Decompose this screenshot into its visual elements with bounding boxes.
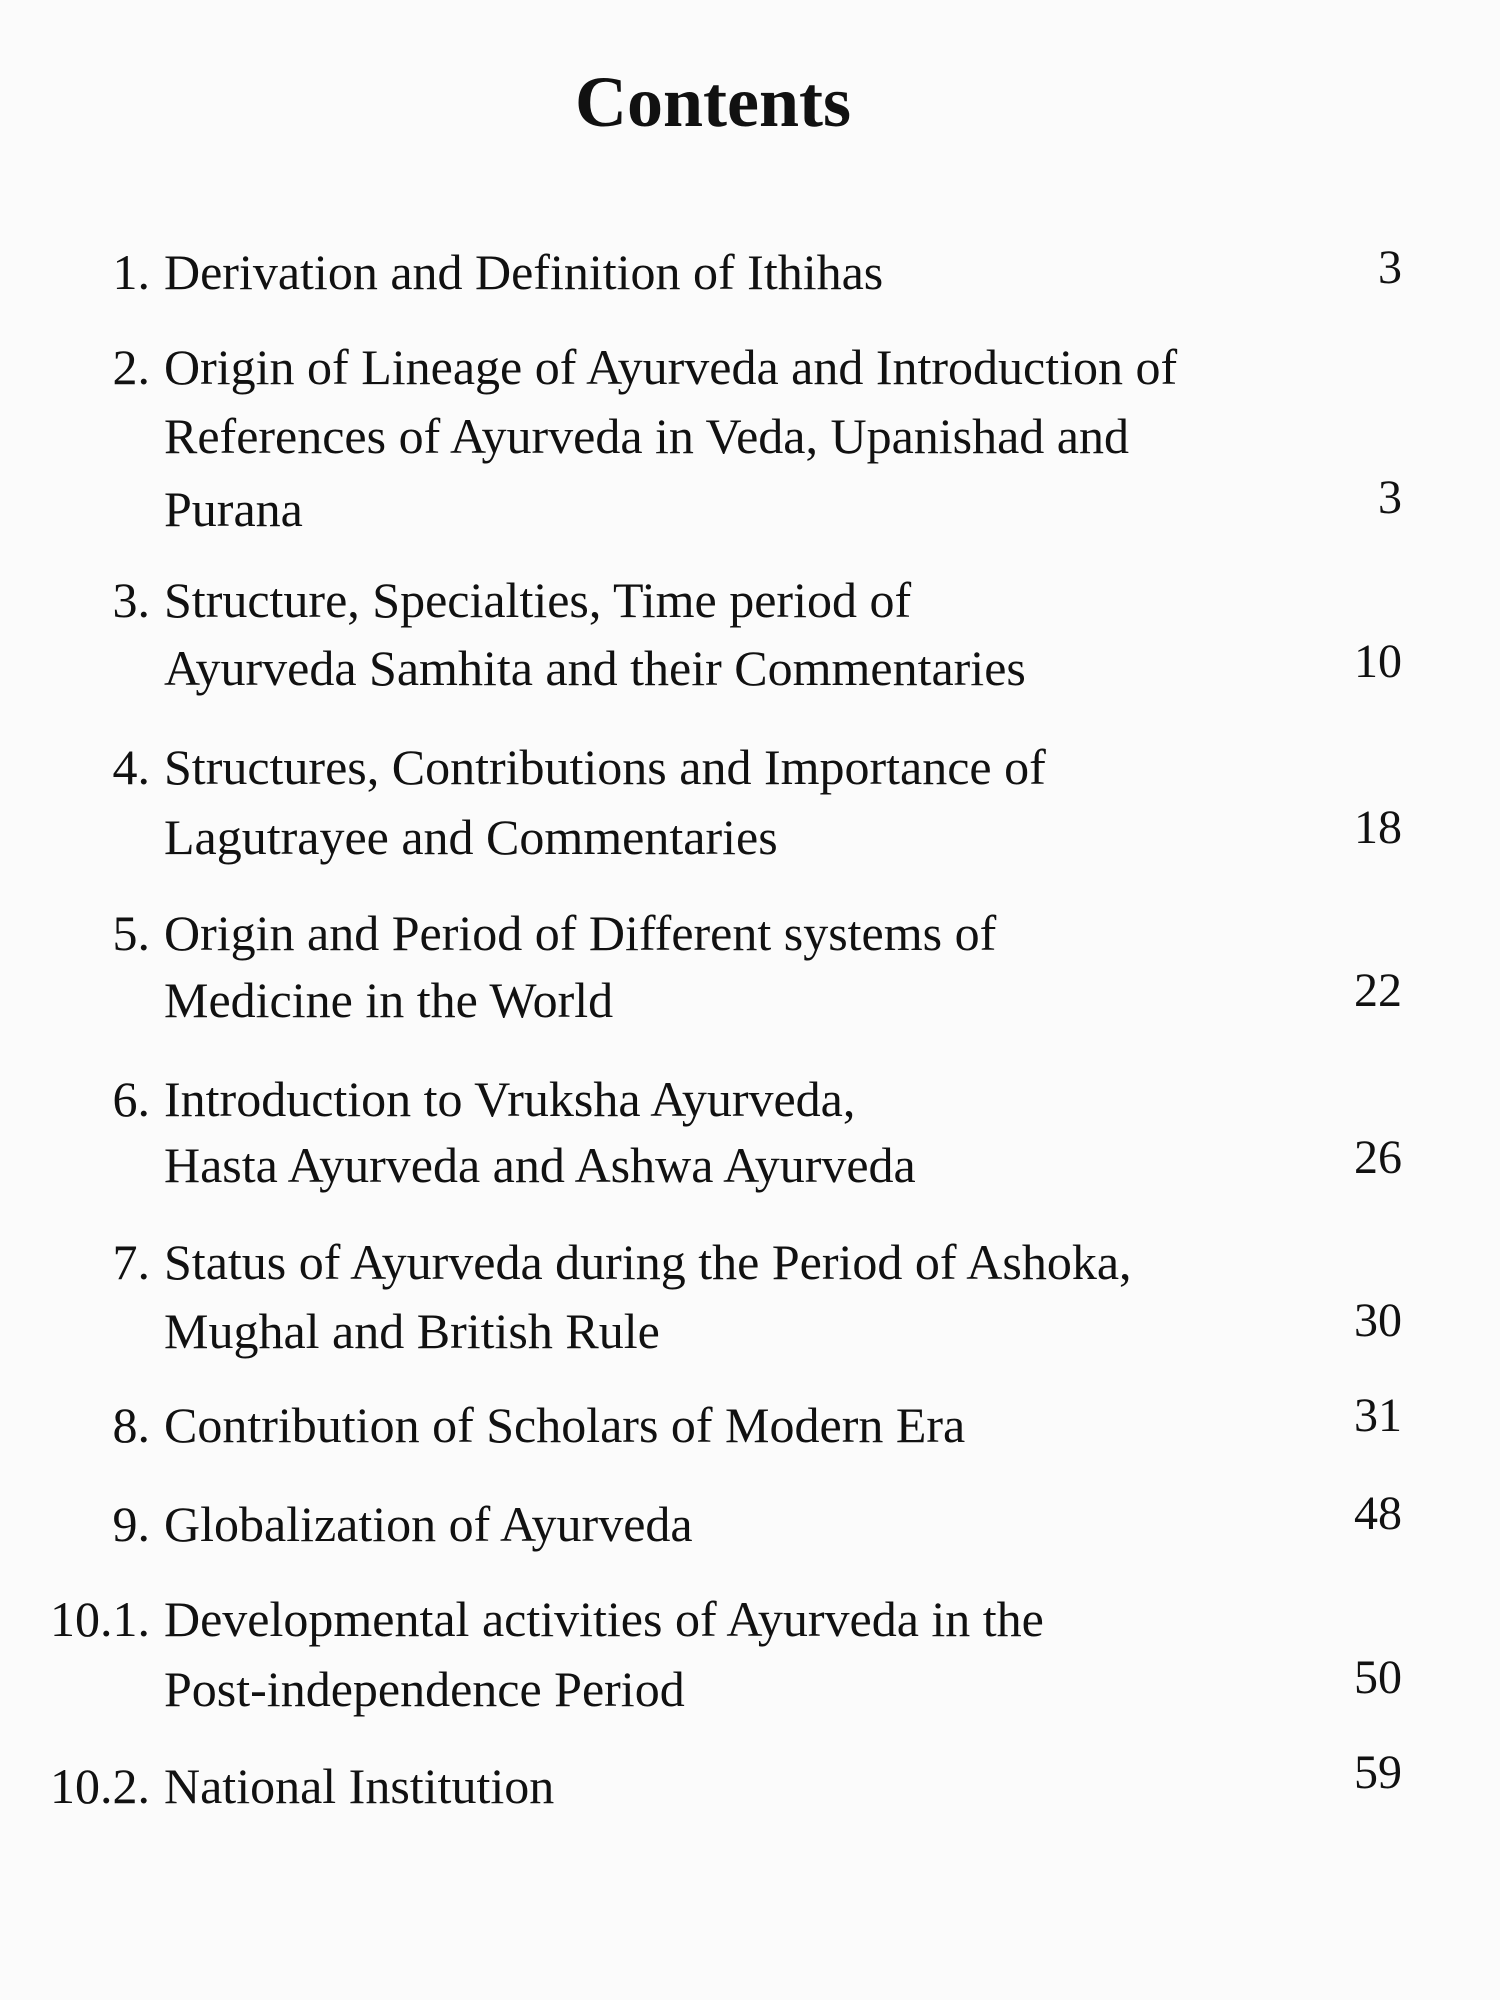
entry-page: 18 [1354, 801, 1402, 854]
entry-number: 3. [112, 572, 150, 628]
entry-page: 3 [1378, 471, 1402, 524]
entry-page: 31 [1354, 1389, 1402, 1442]
entry-page: 10 [1354, 635, 1402, 688]
entry-number: 8. [112, 1397, 150, 1453]
entry-page: 48 [1354, 1487, 1402, 1540]
entry-number: 4. [112, 739, 150, 795]
entry-title: Medicine in the World [164, 972, 614, 1028]
entry-number: 6. [112, 1071, 150, 1127]
entry-title: Derivation and Definition of Ithihas [164, 244, 884, 300]
entry-title: Introduction to Vruksha Ayurveda, [164, 1071, 856, 1127]
entry-title: National Institution [164, 1758, 555, 1814]
entry-page: 50 [1354, 1651, 1402, 1704]
entry-title: References of Ayurveda in Veda, Upanishad and [164, 408, 1129, 464]
entry-title: Contribution of Scholars of Modern Era [164, 1397, 966, 1453]
page-title: Contents [574, 62, 851, 142]
entry-number: 10.1. [50, 1591, 150, 1647]
entry-number: 9. [112, 1496, 150, 1552]
entry-title: Globalization of Ayurveda [164, 1496, 693, 1552]
entry-title: Lagutrayee and Commentaries [164, 809, 778, 865]
entry-page: 59 [1354, 1746, 1402, 1799]
entry-title: Purana [164, 481, 303, 537]
entry-page: 3 [1378, 241, 1402, 294]
entry-title: Developmental activities of Ayurveda in the [164, 1591, 1044, 1647]
entry-title: Hasta Ayurveda and Ashwa Ayurveda [164, 1137, 916, 1193]
entry-number: 1. [112, 244, 150, 300]
entry-number: 5. [112, 905, 150, 961]
entry-title: Post-independence Period [164, 1661, 685, 1717]
entry-title: Mughal and British Rule [164, 1303, 660, 1359]
entry-page: 22 [1354, 964, 1402, 1017]
entry-title: Status of Ayurveda during the Period of Ashoka, [164, 1234, 1132, 1290]
entry-page: 30 [1354, 1294, 1402, 1347]
entry-title: Origin and Period of Different systems of [164, 905, 997, 961]
entry-page: 26 [1354, 1131, 1402, 1184]
entry-title: Structure, Specialties, Time period of [164, 572, 912, 628]
entry-title: Ayurveda Samhita and their Commentaries [164, 640, 1026, 696]
entry-number: 7. [112, 1234, 150, 1290]
entry-number: 10.2. [50, 1758, 150, 1814]
entry-title: Structures, Contributions and Importance of [164, 739, 1046, 795]
entry-title: Origin of Lineage of Ayurveda and Introduction of [164, 339, 1178, 395]
entry-number: 2. [112, 339, 150, 395]
